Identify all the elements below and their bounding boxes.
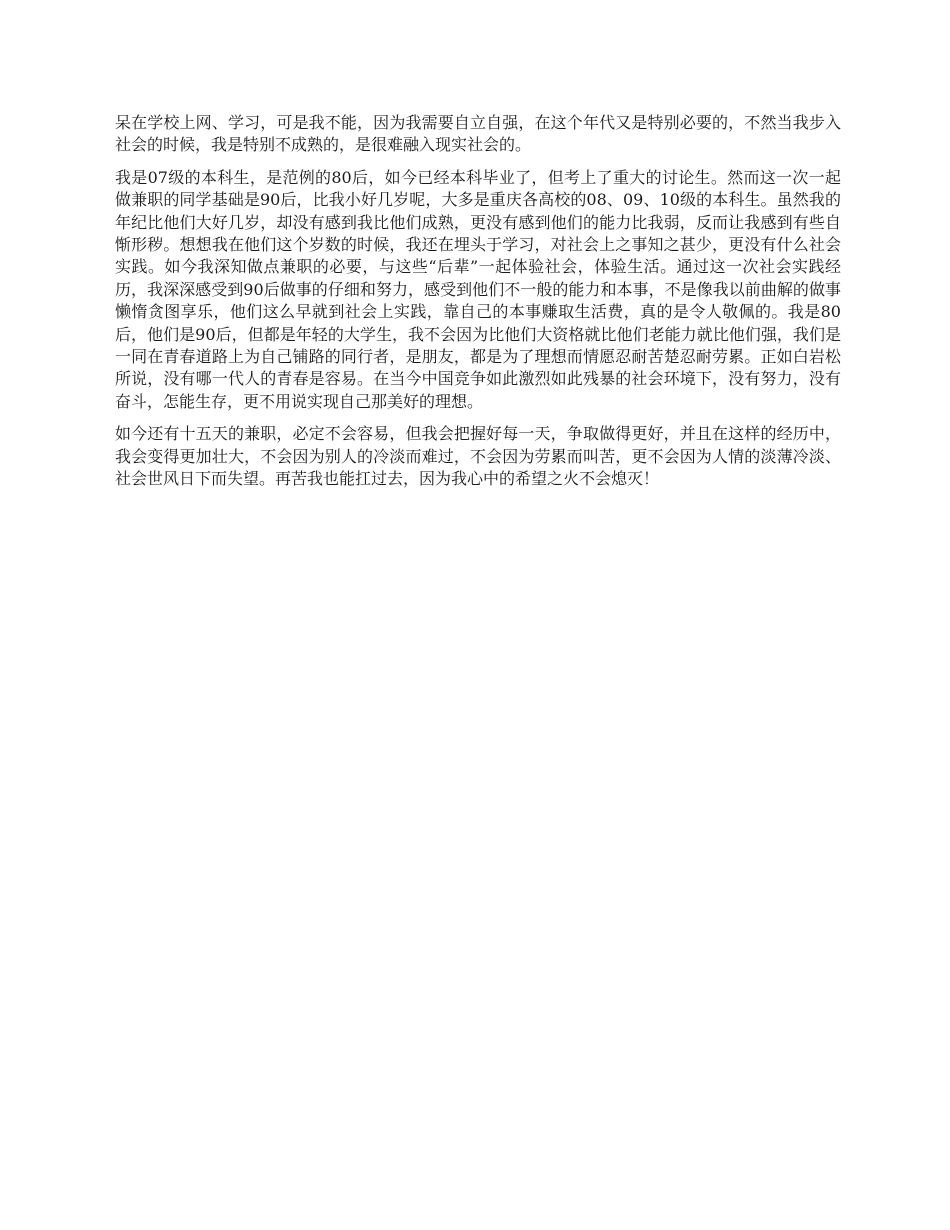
paragraph-3: 如今还有十五天的兼职，必定不会容易，但我会把握好每一天，争取做得更好，并且在这样的经历中，我会变得更加壮大，不会因为别人的冷淡而难过，不会因为劳累而叫苦，更不会因为人情的淡薄冷淡、社会世风日下而失望。再苦我也能扛过去，因为我心中的希望之火不会熄灭！ bbox=[115, 424, 841, 489]
paragraph-1: 呆在学校上网、学习，可是我不能，因为我需要自立自强，在这个年代又是特别必要的，不然当我步入社会的时候，我是特别不成熟的，是很难融入现实社会的。 bbox=[115, 113, 841, 155]
paragraph-2: 我是07级的本科生，是范例的80后，如今已经本科毕业了，但考上了重大的讨论生。然而这一次一起做兼职的同学基础是90后，比我小好几岁呢，大多是重庆各高校的08、09、10级的本科生。虽然我的年纪比他们大好几岁，却没有感到我比他们成熟，更没有感到他们的能力比我弱，反而让我感到有些自惭形秽。想想我在他们这个岁数的时候，我还在埋头于学习，对社会上之事知之甚少，更没有什么社会实践。如今我深知做点兼职的必要，与这些“后辈”一起体验社会，体验生活。通过这一次社会实践经历，我深深感受到90后做事的仔细和努力，感受到他们不一般的能力和本事，不是像我以前曲解的做事懒惰贪图享乐，他们这么早就到社会上实践，靠自己的本事赚取生活费，真的是令人敬佩的。我是80后，他们是90后，但都是年轻的大学生，我不会因为比他们大资格就比他们老能力就比他们强，我们是一同在青春道路上为自己铺路的同行者，是朋友，都是为了理想而情愿忍耐苦楚忍耐劳累。正如白岩松所说，没有哪一代人的青春是容易。在当今中国竞争如此激烈如此残暴的社会环境下，没有努力，没有奋斗，怎能生存，更不用说实现自己那美好的理想。 bbox=[115, 167, 841, 411]
document-page bbox=[115, 112, 841, 501]
